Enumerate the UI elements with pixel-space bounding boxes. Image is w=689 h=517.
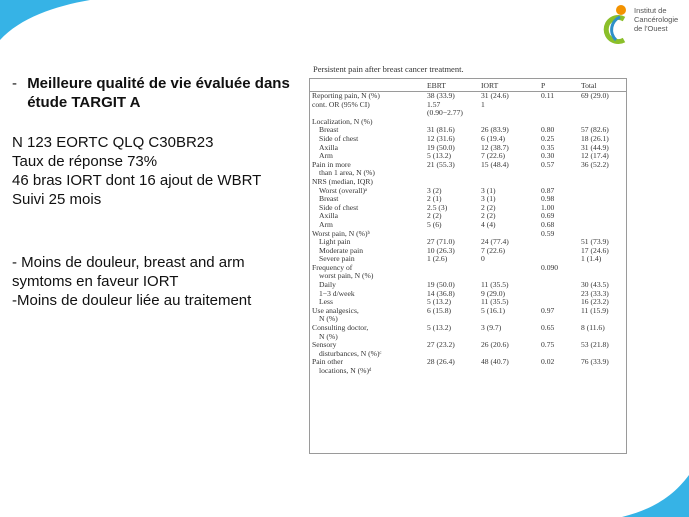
table-cell: 5 (13.2) [427,151,452,161]
table-cell [579,264,626,273]
table-cell [479,169,539,178]
table-cell: 16 (23.2) [581,297,609,307]
bottom-right-swoosh [622,475,689,517]
row-label: disturbances, N (%)ᶜ [319,348,382,358]
table-cell [579,195,626,204]
table-cell: 0.30 [541,151,555,161]
table-cell: (0.90−2.77) [427,108,463,118]
table-row [310,230,626,239]
table-cell: 0.69 [541,211,555,221]
row-label: Worst pain, N (%)ᵇ [312,228,370,238]
row-label: Light pain [319,237,351,247]
table-cell [425,169,479,178]
table-row [310,281,626,290]
table-row [310,272,626,281]
table-cell: 12 (38.7) [481,142,509,152]
table-cell: 4 (4) [481,219,496,229]
table-cell: 5 (13.2) [427,297,452,307]
table-caption: Persistent pain after breast cancer treatment. [313,64,464,74]
table-cell [479,109,539,118]
table-body [310,92,626,376]
table-cell: 53 (21.8) [581,340,609,350]
table-cell: 5 (6) [427,219,442,229]
table-cell: 57 (82.6) [581,125,609,135]
row-label: N (%) [319,314,338,324]
table-cell: 36 (52.2) [581,159,609,169]
table-row [310,307,626,316]
table-row [310,350,626,359]
row-label: Pain in more [312,159,351,169]
row-label: Severe pain [319,254,355,264]
table-cell: 1.00 [541,202,555,212]
logo-line-3: de l'Ouest [634,24,668,33]
table-cell: 6 (15.8) [427,305,452,315]
table-row [310,101,626,110]
table-cell: 18 (26.1) [581,133,609,143]
logo-text [634,6,678,33]
slide-text [12,74,302,310]
conclusion-line: -Moins de douleur liée au traitement [12,292,252,309]
table-row [310,212,626,221]
table-cell: 38 (33.9) [427,91,455,100]
table-cell [539,272,579,281]
table-cell [579,221,626,230]
table-row [310,187,626,196]
study-line: 46 bras IORT dont 16 ajout de WBRT [12,172,262,189]
table-row [310,290,626,299]
table-cell [539,247,579,256]
table-cell: 0.57 [541,159,555,169]
table-cell: 2.5 (3) [427,202,448,212]
row-label: N (%) [319,331,338,341]
table-row [310,144,626,153]
table-cell [539,367,579,376]
table-cell: 76 (33.9) [581,357,609,367]
table-row [310,333,626,342]
table-cell [479,264,539,273]
row-label: Worst (overall)ᵃ [319,185,368,195]
table-cell: 0.80 [541,125,555,135]
row-label: Consulting doctor, [312,323,369,333]
table-row [310,255,626,264]
row-label: Axilla [319,142,338,152]
row-label: than 1 area, N (%) [319,168,375,178]
header-cell: IORT [479,79,539,92]
table-cell: 6 (19.4) [481,133,506,143]
table-cell: 31 (44.9) [581,142,609,152]
table-cell: 15 (48.4) [481,159,509,169]
table-cell: 1 [481,99,485,109]
table-cell: 0.35 [541,142,555,152]
table-cell: 0.02 [541,357,555,367]
table-row [310,118,626,127]
table-cell: 2 (2) [427,211,442,221]
row-label: Side of chest [319,133,359,143]
row-label: locations, N (%)ᵈ [319,366,372,375]
row-label: Daily [319,280,336,290]
table-cell: 2 (2) [481,211,496,221]
table-cell [425,367,479,376]
table-cell: 48 (40.7) [481,357,509,367]
row-label: worst pain, N (%) [319,271,374,281]
table-cell [539,290,579,299]
row-label: Breast [319,194,339,204]
table-cell [579,212,626,221]
table-cell: 12 (31.6) [427,133,455,143]
logo-line-1: Institut de [634,6,667,15]
row-label: Axilla [319,211,338,221]
table-cell: 7 (22.6) [481,151,506,161]
table-header-row [310,79,626,92]
table-cell: 0.11 [541,91,555,100]
table-cell: 9 (29.0) [481,288,506,298]
bullet-dash: - [12,75,17,92]
table-cell: 0.98 [541,194,555,204]
table-cell [579,169,626,178]
table-cell: 0.87 [541,185,555,195]
table-cell: 26 (83.9) [481,125,509,135]
row-label: Frequency of [312,262,353,272]
table-cell: 0.59 [541,228,555,238]
table-cell: 0.090 [541,262,559,272]
table-cell: 8 (11.6) [581,323,605,333]
table-row [310,324,626,333]
table-cell: 5 (16.1) [481,305,506,315]
row-label: Breast [319,125,339,135]
header-cell: Total [579,79,626,92]
header-cell: EBRT [425,79,479,92]
row-label: Sensory [312,340,337,350]
table-cell [579,101,626,110]
table-cell: 69 (29.0) [581,91,609,100]
table-cell [539,101,579,110]
table-cell [579,367,626,376]
table-row [310,367,626,376]
table-cell: 3 (9.7) [481,323,502,333]
table-cell: 5 (13.2) [427,323,452,333]
logo-dot-icon [616,5,626,15]
title-text: Meilleure qualité de vie évaluée dans étude TARGIT A [27,75,290,111]
row-label: Use analgesics, [312,305,359,315]
row-label: Arm [319,219,333,229]
table-cell [579,178,626,187]
study-line: Suivi 25 mois [12,191,102,208]
table-cell: 24 (77.4) [481,237,509,247]
table-cell: 27 (71.0) [427,237,455,247]
table-cell: 0.25 [541,133,555,143]
table-cell: 27 (23.2) [427,340,455,350]
row-label: Side of chest [319,202,359,212]
top-left-swoosh [0,0,90,40]
header-cell [310,79,425,92]
table-cell: 12 (17.4) [581,151,609,161]
table-row [310,204,626,213]
row-label: Localization, N (%) [312,116,373,126]
table-cell: 11 (35.5) [481,280,509,290]
table-cell: 0.65 [541,323,555,333]
row-label: Reporting pain, N (%) [312,91,380,100]
table-cell: 21 (55.3) [427,159,455,169]
table-cell [539,281,579,290]
table-cell [579,187,626,196]
table-row [310,247,626,256]
conclusion-line: - Moins de douleur, breast and arm symtoms en faveur IORT [12,254,245,290]
table-cell: 19 (50.0) [427,280,455,290]
row-label: Moderate pain [319,245,364,255]
table-frame [309,78,627,454]
table-cell: 3 (1) [481,185,496,195]
table-cell: 0.68 [541,219,555,229]
row-label: NRS (median, IQR) [312,176,373,186]
study-line: Taux de réponse 73% [12,153,158,170]
table-row [310,152,626,161]
table-cell: 10 (26.3) [427,245,455,255]
table-cell [539,238,579,247]
row-label: Pain other [312,357,344,367]
table-cell: 0.97 [541,305,555,315]
table-cell [479,367,539,376]
table-cell: 3 (1) [481,194,496,204]
table-cell: 3 (2) [427,185,442,195]
table-cell [579,204,626,213]
table-cell: 28 (26.4) [427,357,455,367]
table-cell: 31 (24.6) [481,91,509,100]
table-cell: 17 (24.6) [581,245,609,255]
table-cell [539,169,579,178]
table-row [310,135,626,144]
table-cell: 19 (50.0) [427,142,455,152]
row-label: Arm [319,151,333,161]
table-cell: 1 (2.6) [427,254,448,264]
table-cell: 30 (43.5) [581,280,609,290]
table-cell: 31 (81.6) [427,125,455,135]
table-cell: 26 (20.6) [481,340,509,350]
table-cell: 1 (1.4) [581,254,602,264]
row-label: Less [319,297,333,307]
table-cell: 0.75 [541,340,555,350]
table-cell: 1.57 [427,99,441,109]
table-cell [579,109,626,118]
row-label: 1−3 d/week [319,288,355,298]
header-cell: P [539,79,579,92]
table-cell: 0 [481,254,485,264]
table-figure [309,64,631,458]
table-cell: 2 (2) [481,202,496,212]
table-cell: 7 (22.6) [481,245,506,255]
table-cell: 51 (73.9) [581,237,609,247]
slide-title [12,74,302,112]
table-cell: 11 (35.5) [481,297,509,307]
table-cell: 23 (33.3) [581,288,609,298]
pain-table [310,79,626,376]
table-cell [539,109,579,118]
table-cell: 11 (15.9) [581,305,609,315]
table-cell: 14 (36.8) [427,288,455,298]
row-label: cont. OR (95% CI) [312,99,370,109]
table-cell [425,264,479,273]
table-cell: 2 (1) [427,194,442,204]
study-line: N 123 EORTC QLQ C30BR23 [12,134,214,151]
logo-line-2: Cancérologie [634,15,679,24]
